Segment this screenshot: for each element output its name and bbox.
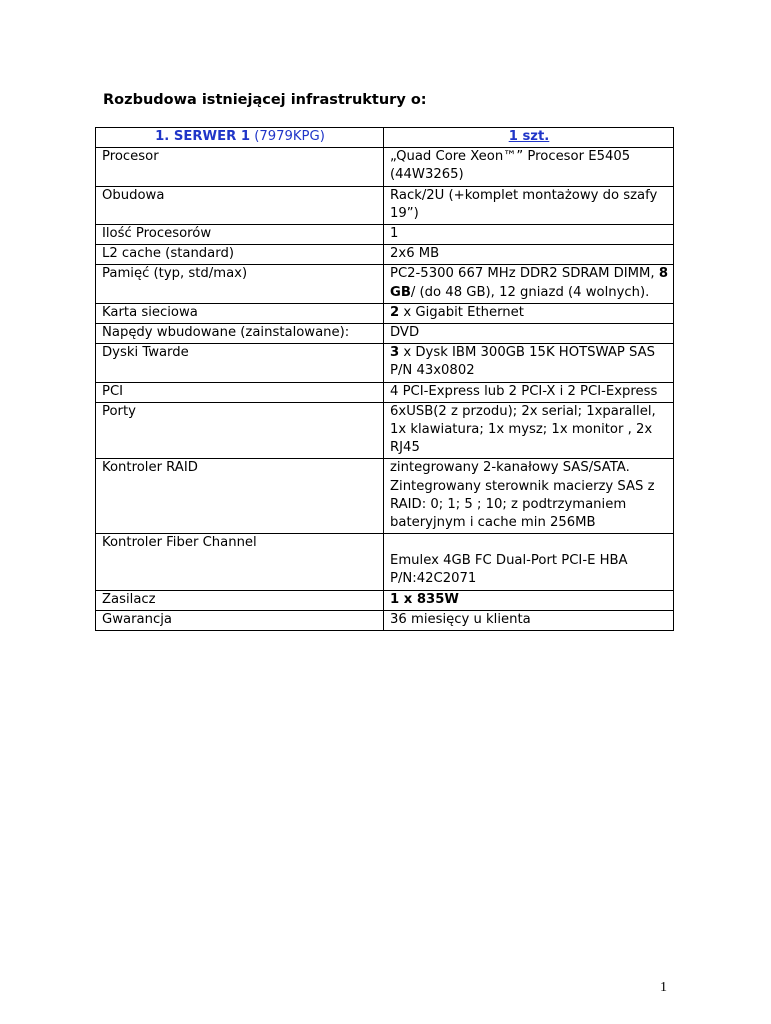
value-text: x Dysk IBM 300GB 15K HOTSWAP SAS P/N 43x0802 — [390, 345, 656, 379]
row-value: 36 miesięcy u klienta — [384, 610, 674, 630]
table-header-row — [96, 128, 674, 148]
value-emphasis: 3 — [390, 345, 400, 361]
table-row — [96, 225, 674, 245]
row-value: „Quad Core Xeon™” Procesor E5405 (44W3265) — [384, 148, 674, 186]
server-quantity: 1 szt. — [508, 129, 550, 144]
row-value — [384, 344, 674, 382]
row-label: Porty — [96, 402, 384, 459]
cell-spacer — [390, 534, 668, 552]
row-label: Zasilacz — [96, 590, 384, 610]
row-value: 1 — [384, 225, 674, 245]
server-model: (7979KPG) — [250, 129, 325, 144]
value-emphasis: 2 — [390, 304, 400, 320]
row-value — [384, 534, 674, 590]
row-label: Procesor — [96, 148, 384, 186]
table-row — [96, 344, 674, 382]
row-label: Napędy wbudowane (zainstalowane): — [96, 324, 384, 344]
row-label: Gwarancja — [96, 610, 384, 630]
page-number: 1 — [660, 980, 667, 995]
row-value: 4 PCI-Express lub 2 PCI-X i 2 PCI-Express — [384, 382, 674, 402]
table-row — [96, 534, 674, 590]
row-label: Kontroler RAID — [96, 459, 384, 534]
table-row — [96, 303, 674, 323]
value-text: PC2-5300 667 MHz DDR2 SDRAM DIMM, — [390, 266, 659, 282]
table-row — [96, 186, 674, 224]
server-spec-table — [95, 127, 674, 631]
table-row — [96, 590, 674, 610]
table-row — [96, 459, 674, 534]
row-label: Ilość Procesorów — [96, 225, 384, 245]
table-row — [96, 402, 674, 459]
table-row — [96, 265, 674, 303]
table-row — [96, 148, 674, 186]
table-row — [96, 610, 674, 630]
row-label: L2 cache (standard) — [96, 245, 384, 265]
row-value: DVD — [384, 324, 674, 344]
table-row — [96, 245, 674, 265]
row-label: Obudowa — [96, 186, 384, 224]
server-title-cell — [96, 128, 384, 148]
server-title: 1. SERWER 1 — [155, 129, 251, 144]
row-value: 6xUSB(2 z przodu); 2x serial; 1xparallel, 1x klawiatura; 1x mysz; 1x monitor , 2x RJ45 — [384, 402, 674, 459]
row-value: Rack/2U (+komplet montażowy do szafy 19”) — [384, 186, 674, 224]
table-row — [96, 324, 674, 344]
quantity-cell — [384, 128, 674, 148]
value-text: x Gigabit Ethernet — [399, 304, 524, 320]
row-value — [384, 303, 674, 323]
row-label: Karta sieciowa — [96, 303, 384, 323]
row-value — [384, 265, 674, 303]
row-label: Dyski Twarde — [96, 344, 384, 382]
row-label: PCI — [96, 382, 384, 402]
value-emphasis: 1 x 835W — [390, 591, 459, 607]
row-label: Pamięć (typ, std/max) — [96, 265, 384, 303]
row-value — [384, 590, 674, 610]
table-row — [96, 382, 674, 402]
row-value: 2x6 MB — [384, 245, 674, 265]
row-label: Kontroler Fiber Channel — [96, 534, 384, 590]
value-emphasis: 8 GB — [390, 266, 669, 300]
row-value: zintegrowany 2-kanałowy SAS/SATA. Zintegrowany sterownik macierzy SAS z RAID: 0; 1; 5 ; 10; z podtrzymaniem bateryjnym i cache min 256MB — [384, 459, 674, 534]
document-heading: Rozbudowa istniejącej infrastruktury o: — [103, 92, 427, 108]
value-text: / (do 48 GB), 12 gniazd (4 wolnych). — [410, 284, 650, 300]
value-text: Emulex 4GB FC Dual-Port PCI-E HBA P/N:42C2071 — [390, 553, 628, 587]
